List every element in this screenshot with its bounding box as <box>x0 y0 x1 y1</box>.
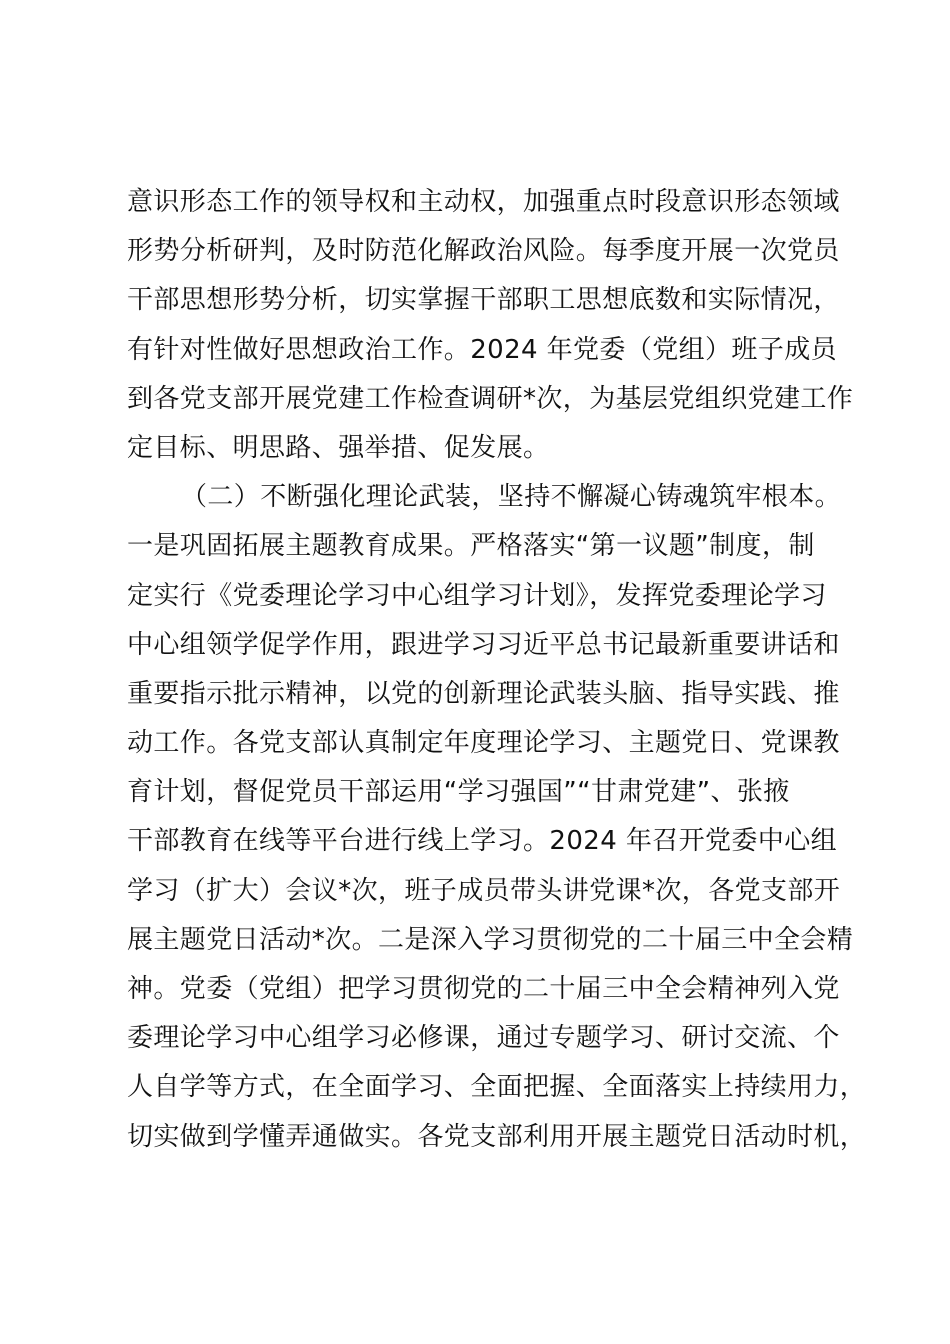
text-line: 干部教育在线等平台进行线上学习。2024 年召开党委中心组 <box>127 826 838 857</box>
body-text <box>127 178 867 1162</box>
text-line: 重要指示批示精神，以党的创新理论武装头脑、指导实践、推 <box>127 678 840 709</box>
text-line: 到各党支部开展党建工作检查调研*次，为基层党组织党建工作 <box>127 383 854 414</box>
text-line: 育计划，督促党员干部运用“学习强国”“甘肃党建”、张掖 <box>127 777 790 808</box>
text-line: 切实做到学懂弄通做实。各党支部利用开展主题党日活动时机， <box>127 1121 867 1152</box>
text-line: 中心组领学促学作用，跟进学习习近平总书记最新重要讲话和 <box>127 629 840 660</box>
section-heading: （二）不断强化理论武装，坚持不懈凝心铸魂筑牢根本。 <box>181 482 842 513</box>
text-line: 人自学等方式，在全面学习、全面把握、全面落实上持续用力， <box>127 1072 867 1103</box>
text-line: 展主题党日活动*次。二是深入学习贯彻党的二十届三中全会精 <box>127 924 854 955</box>
text-line: 神。党委（党组）把学习贯彻党的二十届三中全会精神列入党 <box>127 974 840 1004</box>
text-line: 动工作。各党支部认真制定年度理论学习、主题党日、党课教 <box>127 728 840 759</box>
text-line: 有针对性做好思想政治工作。2024 年党委（党组）班子成员 <box>127 334 838 365</box>
text-line: 委理论学习中心组学习必修课，通过专题学习、研讨交流、个 <box>127 1023 840 1054</box>
text-line: 干部思想形势分析，切实掌握干部职工思想底数和实际情况， <box>127 285 840 316</box>
text-line: 定实行《党委理论学习中心组学习计划》，发挥党委理论学习 <box>127 580 827 611</box>
text-line: 定目标、明思路、强举措、促发展。 <box>127 432 550 463</box>
text-line: 意识形态工作的领导权和主动权，加强重点时段意识形态领域 <box>127 187 840 217</box>
text-line: 学习（扩大）会议*次，班子成员带头讲党课*次，各党支部开 <box>127 875 841 906</box>
text-line: 形势分析研判，及时防范化解政治风险。每季度开展一次党员 <box>127 236 840 267</box>
text-line: 一是巩固拓展主题教育成果。严格落实“第一议题”制度，制 <box>127 531 815 562</box>
